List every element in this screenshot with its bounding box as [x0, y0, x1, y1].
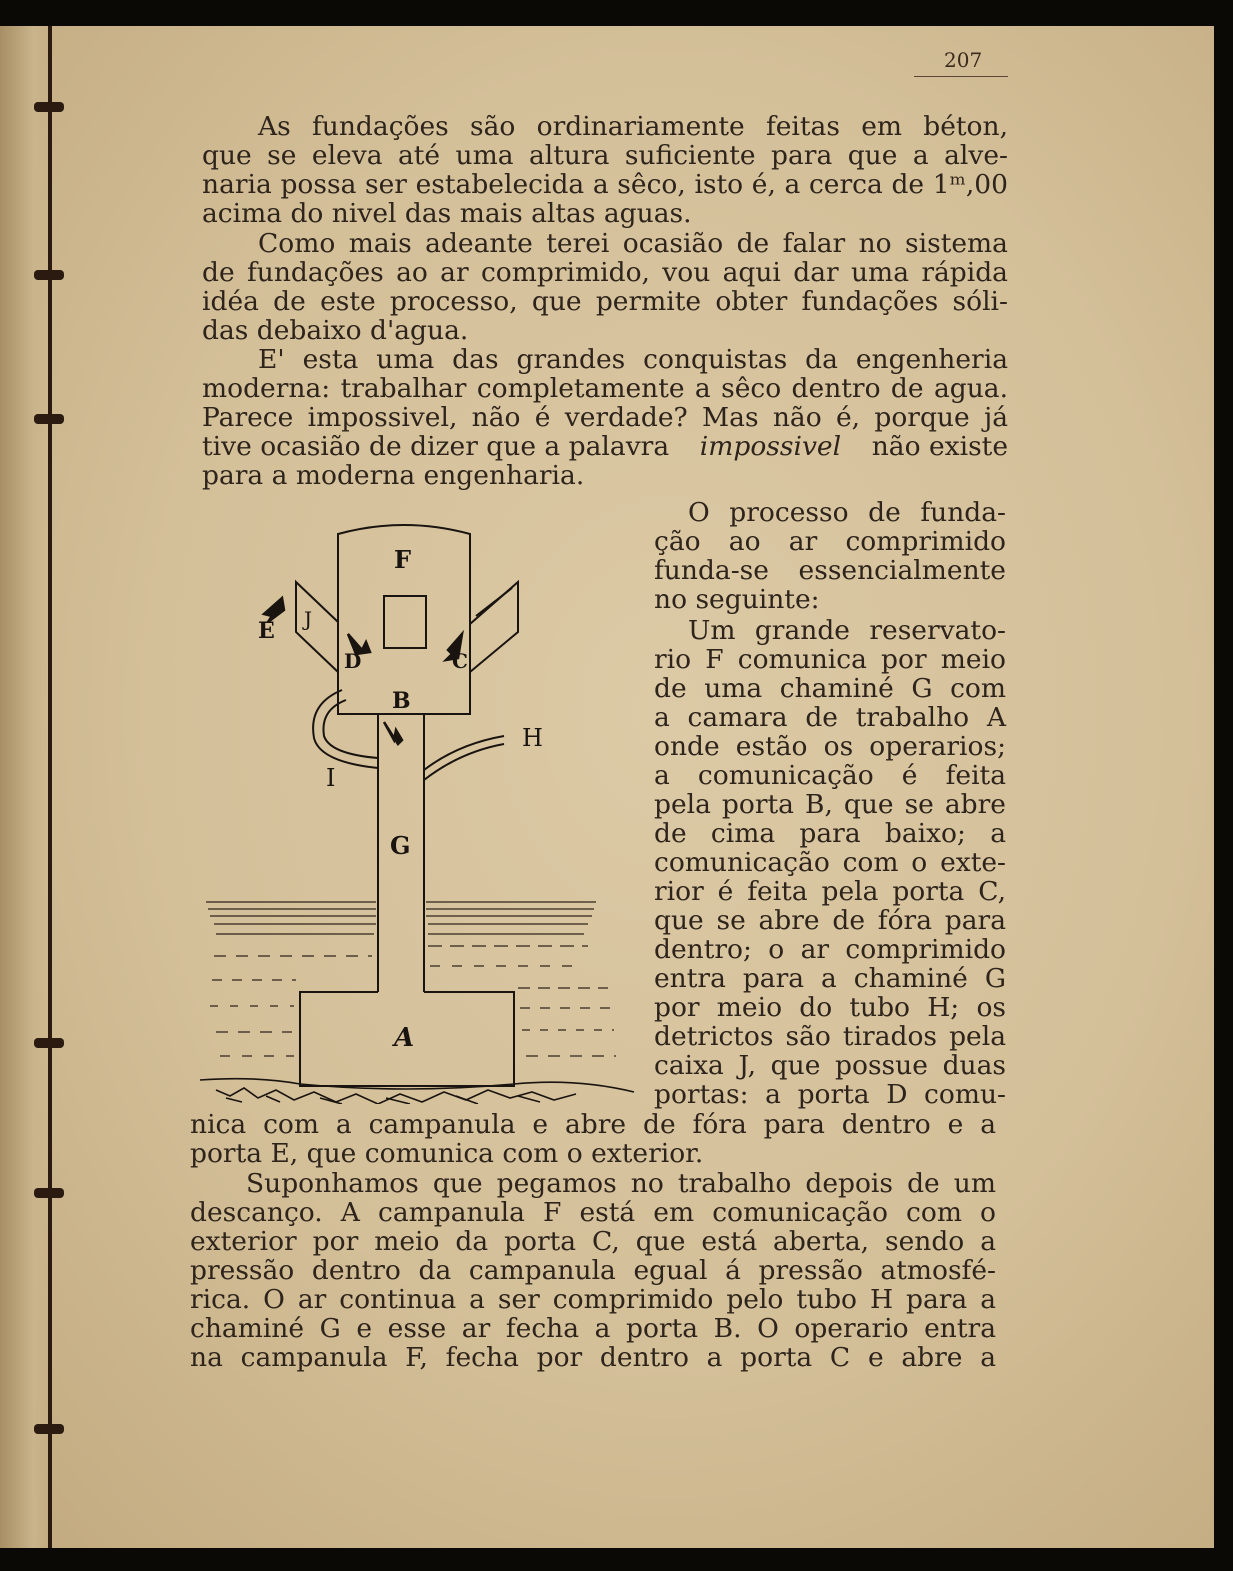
caisson-diagram-svg [196, 504, 638, 1104]
page-binding [0, 26, 48, 1548]
p6-line-2: descanço. A campanula F está em comunicação com o [190, 1197, 996, 1228]
p5-line-16: caixa J, que possue duas [654, 1050, 1006, 1081]
p2-line-2: de fundações ao ar comprimido, vou aqui dar uma rápida [202, 257, 1008, 288]
spine-line [48, 26, 52, 1548]
binding-stitch [34, 1424, 64, 1434]
label-d: D [344, 649, 362, 673]
p2-line-3: idéa de este processo, que permite obter fundações sóli- [202, 286, 1008, 317]
p3-line-4 [202, 432, 1008, 461]
p3-line-4-start: tive ocasião de dizer que a palavra [202, 431, 670, 462]
riverbed [200, 1079, 634, 1104]
p1-line-4: acima do nivel das mais altas aguas. [202, 198, 692, 229]
p4-line-4: no seguinte: [654, 584, 820, 615]
p5-line-12: dentro; o ar comprimido [654, 934, 1006, 965]
p6-line-5: rica. O ar continua a ser comprimido pelo tubo H para a [190, 1284, 996, 1315]
label-a: A [394, 1023, 415, 1053]
pipe-i-inner [323, 700, 378, 758]
p2-line-4: das debaixo d'agua. [202, 315, 469, 346]
p6-line-1: Suponhamos que pegamos no trabalho depois de um [246, 1168, 996, 1199]
p2-line-1: Como mais adeante terei ocasião de falar no sistema [258, 228, 1008, 259]
p5-line-13: entra para a chaminé G [654, 963, 1006, 994]
p1-line-3: naria possa ser estabelecida a sêco, isto é, a cerca de 1ᵐ,00 [202, 169, 1008, 200]
p5-line-10: rior é feita pela porta C, [654, 876, 1006, 907]
p5-line-3: de uma chaminé G com [654, 673, 1006, 704]
p4-line-1: O processo de funda- [688, 497, 1006, 528]
p5-line-6: a comunicação é feita [654, 760, 1006, 791]
label-b: B [392, 688, 411, 714]
label-e: E [258, 618, 275, 644]
binding-stitch [34, 1038, 64, 1048]
p6-line-6: chaminé G e esse ar fecha a porta B. O operario entra [190, 1313, 996, 1344]
flow-arrows [264, 598, 462, 744]
p3-line-2: moderna: trabalhar completamente a sêco dentro de agua. [202, 373, 1008, 404]
page-number: 207 [944, 48, 983, 72]
binding-stitch [34, 1188, 64, 1198]
right-hatch-inner-line [476, 588, 512, 616]
bell-window [384, 596, 426, 648]
air-tube-h [424, 736, 504, 770]
p5-line-8: de cima para baixo; a [654, 818, 1006, 849]
p5-line-1: Um grande reservato- [688, 615, 1006, 646]
label-h: H [522, 724, 543, 752]
p3-line-1: E' esta uma das grandes conquistas da engenheria [258, 344, 1008, 375]
label-c: C [452, 649, 468, 673]
caisson-diagram [196, 504, 638, 1104]
p3-emphasis-impossivel: impossivel [699, 431, 842, 462]
p3-line-5: para a moderna engenharia. [202, 460, 585, 491]
p1-line-2: que se eleva até uma altura suficiente para que a alve- [202, 140, 1008, 171]
label-i: I [326, 764, 336, 792]
label-f: F [394, 545, 412, 574]
p3-line-4-end: não existe [871, 431, 1008, 462]
binding-stitch [34, 414, 64, 424]
p5-line-2: rio F comunica por meio [654, 644, 1006, 675]
p5-line-17: portas: a porta D comu- [654, 1079, 1006, 1110]
airlock-box [296, 582, 338, 672]
right-hatch [470, 582, 518, 672]
p5-line-7: pela porta B, que se abre [654, 789, 1006, 820]
book-page [0, 26, 1214, 1548]
p6-line-7: na campanula F, fecha por dentro a porta C e abre a [190, 1342, 996, 1373]
p5-line-14: por meio do tubo H; os [654, 992, 1006, 1023]
p6-line-4: pressão dentro da campanula egual á pressão atmosfé- [190, 1255, 996, 1286]
p5-line-4: a camara de trabalho A [654, 702, 1006, 733]
label-j: J [304, 607, 313, 631]
p5-line-11: que se abre de fóra para [654, 905, 1006, 936]
p4-line-2: ção ao ar comprimido [654, 526, 1006, 557]
p5-line-18: nica com a campanula e abre de fóra para dentro e a [190, 1109, 996, 1140]
p5-line-19: porta E, que comunica com o exterior. [190, 1138, 704, 1169]
p5-line-5: onde estão os operarios; [654, 731, 1006, 762]
label-g: G [390, 831, 411, 860]
binding-stitch [34, 102, 64, 112]
p5-line-9: comunicação com o exte- [654, 847, 1006, 878]
p5-line-15: detrictos são tirados pela [654, 1021, 1006, 1052]
p6-line-3: exterior por meio da porta C, que está aberta, sendo a [190, 1226, 996, 1257]
p3-line-3: Parece impossivel, não é verdade? Mas não é, porque já [202, 402, 1008, 433]
p4-line-3: funda-se essencialmente [654, 555, 1006, 586]
p1-line-1: As fundações são ordinariamente feitas em béton, [258, 111, 1008, 142]
page-number-rule [914, 76, 1008, 77]
binding-stitch [34, 270, 64, 280]
